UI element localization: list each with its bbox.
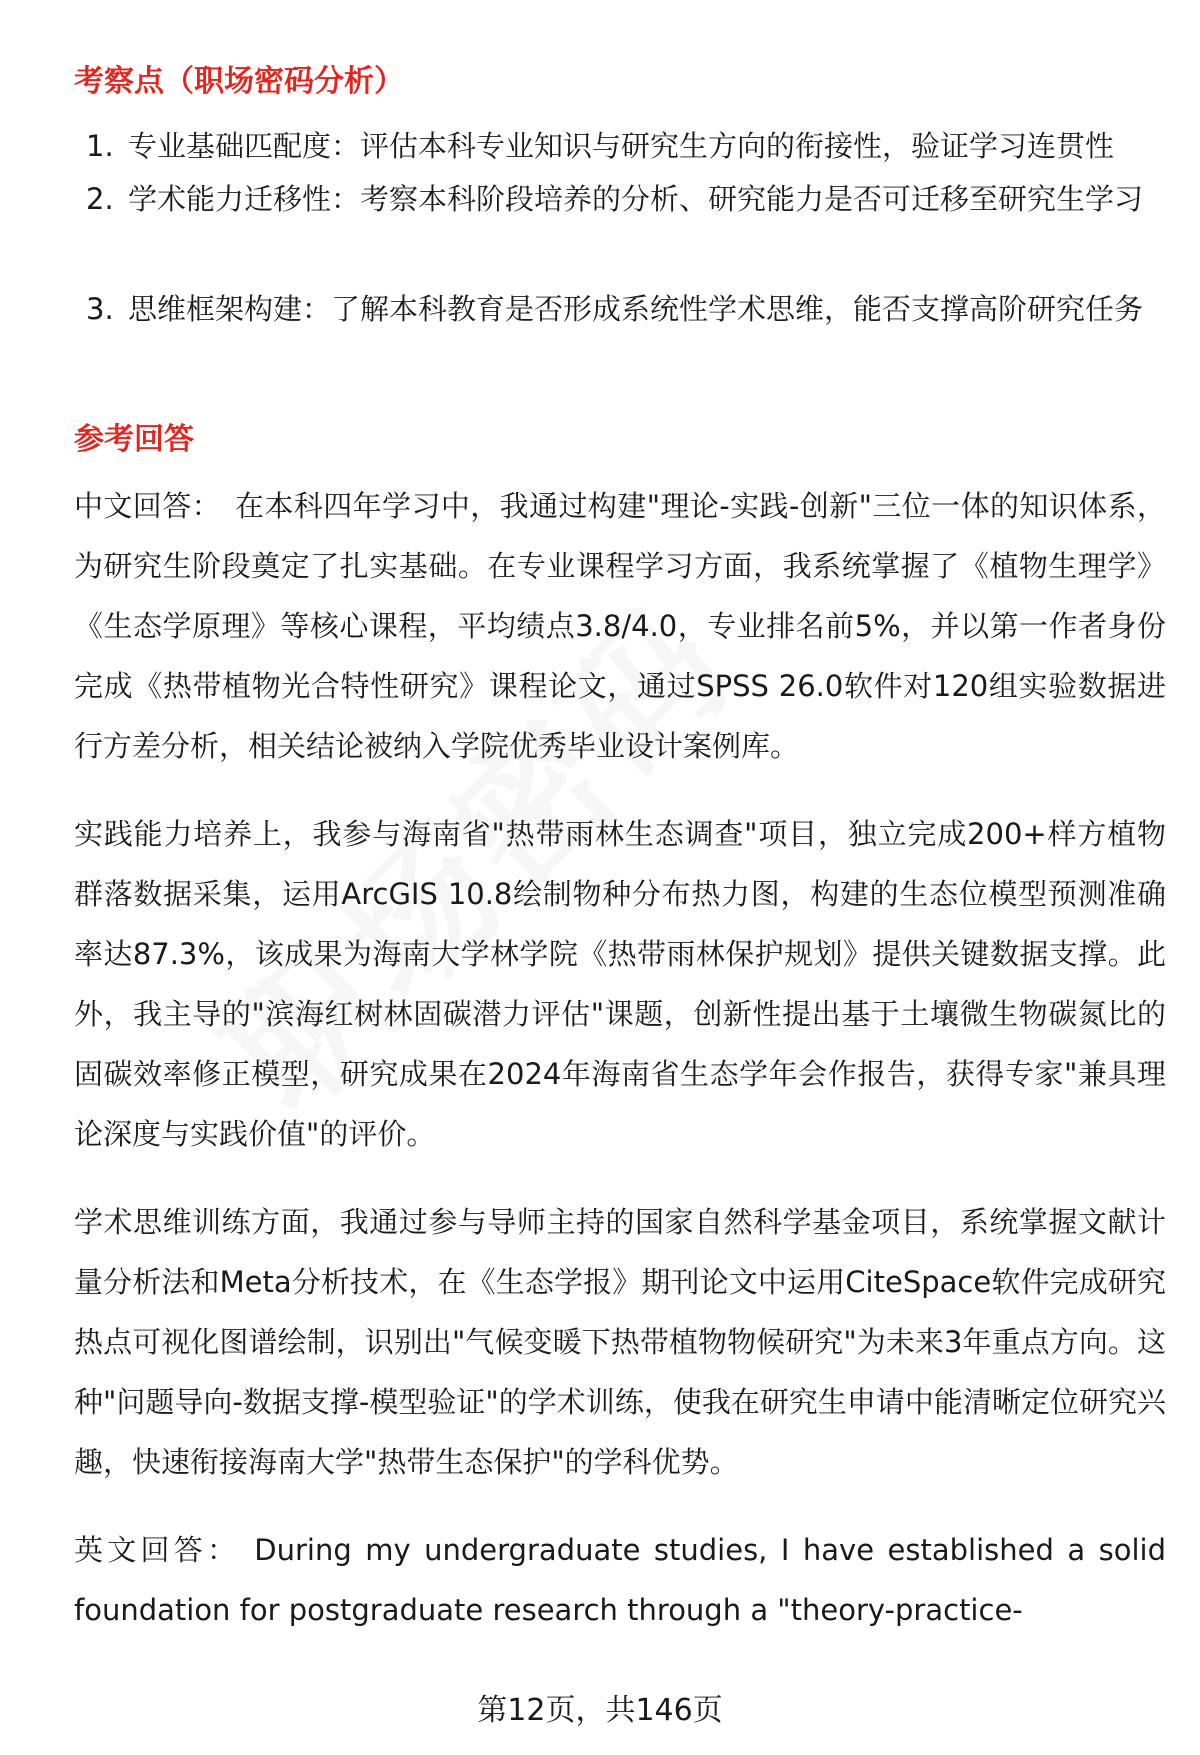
answer-paragraph-1 xyxy=(74,476,1166,776)
list-item-text: 专业基础匹配度：评估本科专业知识与研究生方向的衔接性，验证学习连贯性 xyxy=(128,129,1115,163)
section-title-reference-answer: 参考回答 xyxy=(74,422,194,457)
list-item-number: 2. xyxy=(86,182,114,216)
list-item-number: 3. xyxy=(86,292,114,326)
list-item-number: 1. xyxy=(86,129,114,163)
exam-points-list xyxy=(74,116,1166,336)
exam-points-list-container xyxy=(74,116,1166,336)
list-item xyxy=(74,116,1166,172)
answer-paragraph-3 xyxy=(74,1192,1166,1492)
paragraph-text: During my undergraduate studies, I have established a solid foundation for postgraduate research through a "theory-practice- xyxy=(74,1533,1166,1627)
answer-paragraph-english xyxy=(74,1520,1166,1640)
list-item-text: 学术能力迁移性：考察本科阶段培养的分析、研究能力是否可迁移至研究生学习 xyxy=(128,182,1144,216)
paragraph-text: 在本科四年学习中，我通过构建"理论-实践-创新"三位一体的知识体系，为研究生阶段奠定了扎实基础。在专业课程学习方面，我系统掌握了《植物生理学》《生态学原理》等核心课程，平均绩点3.8/4.0，专业排名前5%，并以第一作者身份完成《热带植物光合特性研究》课程论文，通过SPSS 26.0软件对120组实验数据进行方差分析，相关结论被纳入学院优秀毕业设计案例库。 xyxy=(74,489,1166,763)
answer-paragraph-2 xyxy=(74,804,1166,1164)
list-item-text: 思维框架构建：了解本科教育是否形成系统性学术思维，能否支撑高阶研究任务 xyxy=(128,292,1144,326)
paragraph-text: 学术思维训练方面，我通过参与导师主持的国家自然科学基金项目，系统掌握文献计量分析法和Meta分析技术，在《生态学报》期刊论文中运用CiteSpace软件完成研究热点可视化图谱绘制，识别出"气候变暖下热带植物物候研究"为未来3年重点方向。这种"问题导向-数据支撑-模型验证"的学术训练，使我在研究生申请中能清晰定位研究兴趣，快速衔接海南大学"热带生态保护"的学科优势。 xyxy=(74,1205,1166,1479)
page-number: 第12页，共146页 xyxy=(477,1693,723,1728)
paragraph-text: 实践能力培养上，我参与海南省"热带雨林生态调查"项目，独立完成200+样方植物群落数据采集，运用ArcGIS 10.8绘制物种分布热力图，构建的生态位模型预测准确率达87.3%，该成果为海南大学林学院《热带雨林保护规划》提供关键数据支撑。此外，我主导的"滨海红树林固碳潜力评估"课题，创新性提出基于土壤微生物碳氮比的固碳效率修正模型，研究成果在2024年海南省生态学年会作报告，获得专家"兼具理论深度与实践价值"的评价。 xyxy=(74,817,1166,1151)
list-item xyxy=(74,282,1166,336)
answer-body xyxy=(74,476,1166,1640)
english-answer-label: 英文回答： xyxy=(74,1533,241,1567)
chinese-answer-label: 中文回答： xyxy=(74,489,222,523)
section-title-exam-points: 考察点（职场密码分析） xyxy=(74,64,404,99)
list-item xyxy=(74,172,1166,282)
